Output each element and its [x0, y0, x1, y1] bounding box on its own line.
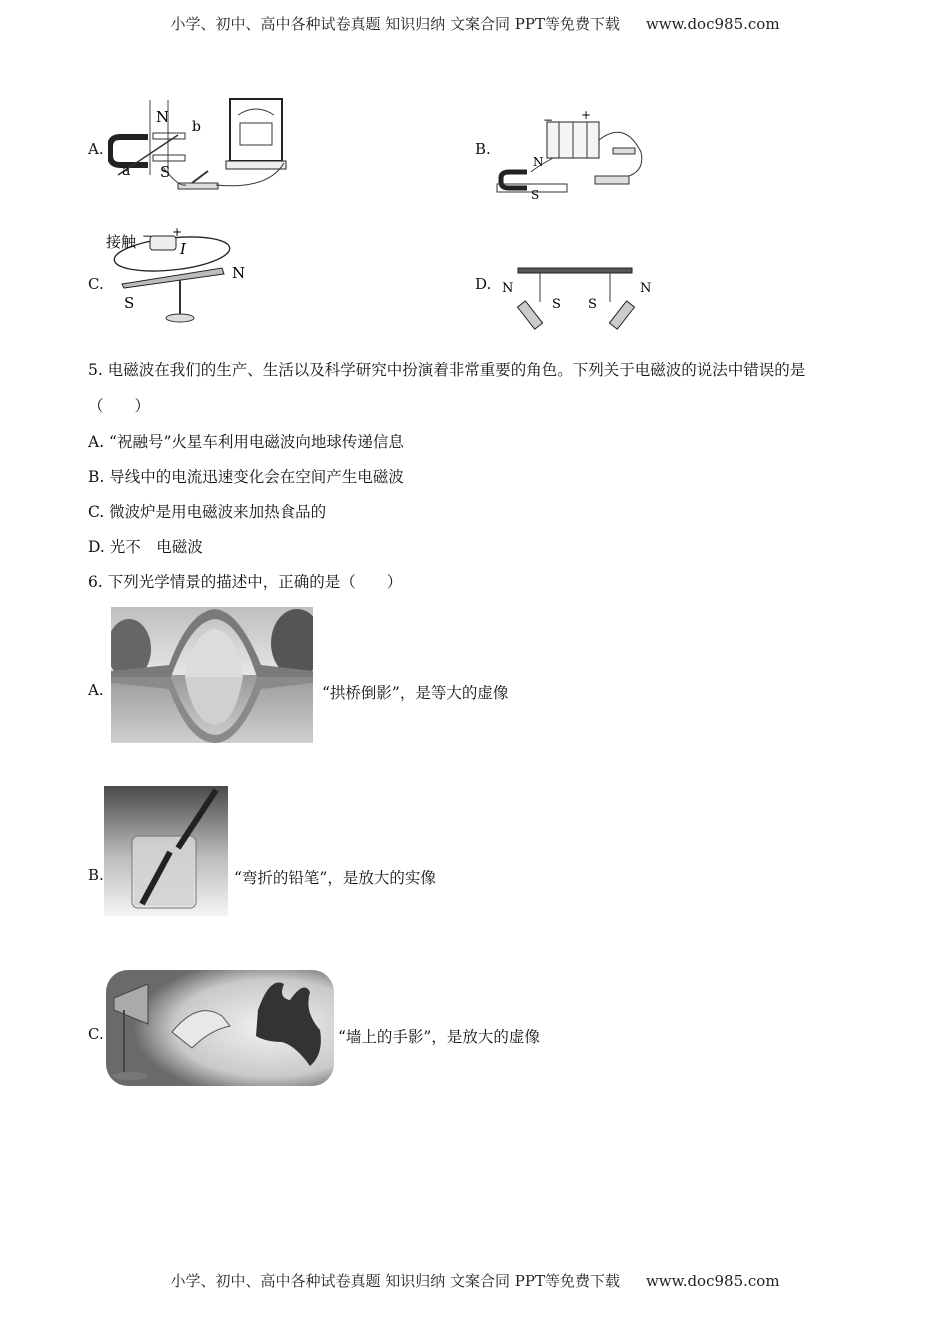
fig-d-n2: N: [640, 281, 652, 296]
q4-option-d-label: D.: [475, 275, 492, 293]
fig-c-minus: −: [142, 229, 153, 243]
q4-figure-c-compass-wire: [100, 222, 255, 327]
fig-d-n1: N: [502, 281, 514, 296]
q4-figure-a-generator-circuit: [108, 95, 298, 195]
fig-a-a: a: [122, 163, 131, 179]
q6-option-b-label: B.: [88, 866, 104, 884]
q6-option-c-label: C.: [88, 1025, 104, 1043]
q6-stem: 6. 下列光学情景的描述中，正确的是（ ）: [88, 573, 403, 591]
q5-option-a: A. “祝融号”火星车利用电磁波向地球传递信息: [88, 433, 404, 451]
q6-option-a-label: A.: [88, 681, 104, 699]
q4-option-c-label: C.: [88, 275, 104, 293]
fig-b-minus: −: [543, 113, 554, 127]
q5-answer-paren: （ ）: [88, 397, 151, 415]
fig-c-s: S: [124, 294, 135, 312]
q6-option-c-text: “墙上的手影”，是放大的虚像: [338, 1028, 540, 1046]
q5-option-c: C. 微波炉是用电磁波来加热食品的: [88, 503, 327, 521]
fig-d-s1: S: [552, 297, 561, 312]
q5-option-d: D. 光不 电磁波: [88, 538, 203, 556]
footer-text: 小学、初中、高中各种试卷真题 知识归纳 文案合同 PPT等免费下载: [170, 1272, 620, 1290]
fig-c-plus: +: [172, 225, 183, 239]
fig-b-s: S: [531, 188, 540, 200]
q4-figure-b-motor-circuit: [495, 110, 655, 200]
q4-figure-d-hanging-magnets: [500, 262, 660, 332]
fig-c-n: N: [232, 264, 246, 282]
fig-d-s2: S: [588, 297, 597, 312]
fig-b-plus: +: [581, 110, 592, 122]
header-text: 小学、初中、高中各种试卷真题 知识归纳 文案合同 PPT等免费下载: [170, 15, 620, 33]
header-site-link[interactable]: www.doc985.com: [645, 15, 780, 33]
fig-c-current: I: [180, 240, 186, 258]
q4-option-b-label: B.: [475, 140, 491, 158]
q4-option-a-label: A.: [88, 140, 104, 158]
fig-a-s: S: [160, 163, 171, 181]
fig-b-n: N: [533, 155, 544, 169]
fig-a-b: b: [192, 119, 201, 135]
q5-stem: 5. 电磁波在我们的生产、生活以及科学研究中扮演着非常重要的角色。下列关于电磁波的说法中错误的是: [88, 361, 806, 379]
fig-c-contact: 接触: [106, 233, 137, 251]
page-footer: [0, 1270, 950, 1291]
q6-option-b-text: “弯折的铅笔”，是放大的实像: [234, 869, 436, 887]
q6-option-a-text: “拱桥倒影”，是等大的虚像: [322, 684, 509, 702]
arch-bridge-reflection-photo: [111, 607, 313, 743]
q5-option-b: B. 导线中的电流迅速变化会在空间产生电磁波: [88, 468, 404, 486]
fig-a-n: N: [156, 108, 170, 126]
footer-site-link[interactable]: www.doc985.com: [645, 1272, 780, 1290]
bent-pencil-in-water-photo: [104, 786, 228, 916]
page-header: [0, 13, 950, 34]
hand-shadow-on-wall-photo: [106, 970, 334, 1086]
